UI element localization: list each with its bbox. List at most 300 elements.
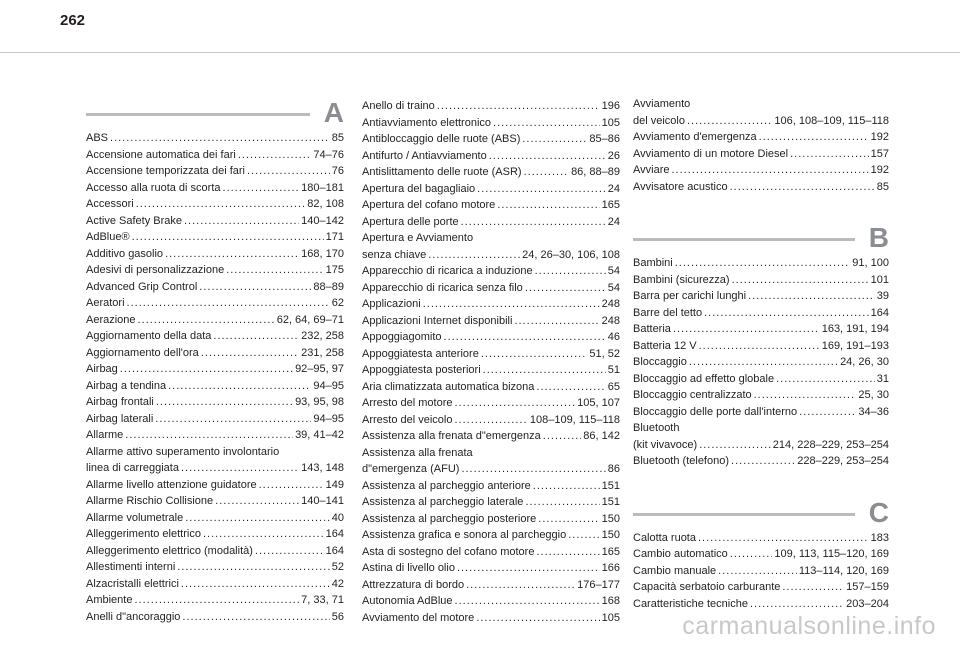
index-entry-pages: 105 <box>601 611 620 624</box>
index-entry-pages: 52 <box>331 561 344 573</box>
index-entry <box>86 510 344 527</box>
index-entry-pages: 192 <box>870 131 889 143</box>
dot-leader <box>689 354 838 371</box>
index-entry-label: Assistenza al parcheggio laterale <box>362 496 524 508</box>
index-entry-pages: 203–204 <box>846 597 889 610</box>
dot-leader <box>522 131 587 148</box>
dot-leader <box>536 379 605 396</box>
index-entry <box>86 493 344 510</box>
index-entry <box>362 362 620 379</box>
index-entry-heading: Allarme attivo superamento involontario <box>86 445 280 458</box>
index-entry-label: Accesso alla ruota di scorta <box>86 181 221 194</box>
index-entry <box>362 560 620 577</box>
dot-leader <box>201 345 299 362</box>
dot-leader <box>255 543 324 560</box>
dot-leader <box>476 610 599 627</box>
index-entry-pages: 176–177 <box>577 578 620 591</box>
index-entry <box>633 563 889 580</box>
index-entry-pages: 101 <box>870 273 889 286</box>
index-entry-label: senza chiave <box>362 248 427 261</box>
index-entry-pages: 74–76 <box>313 148 344 161</box>
index-entry-pages: 143, 148 <box>301 462 344 474</box>
index-entry-label: Astina di livello olio <box>362 562 455 574</box>
dot-leader <box>481 346 588 363</box>
index-entry-pages: 85 <box>331 132 344 144</box>
index-entry-pages: 150 <box>601 529 620 541</box>
dot-leader <box>698 530 869 547</box>
index-entry-label: Antibloccaggio delle ruote (ABS) <box>362 133 521 145</box>
dot-leader <box>514 313 599 330</box>
index-entry-pages: 105, 107 <box>577 397 620 409</box>
index-entry-label: Adesivi di personalizzazione <box>86 264 225 276</box>
index-entry-label: Antifurto / Antiavviamento <box>362 149 487 162</box>
index-entry-label: Advanced Grip Control <box>86 280 198 293</box>
index-entry-pages: 24, 26, 30 <box>840 356 889 368</box>
dot-leader <box>444 329 606 346</box>
index-entry-heading: Avviamento <box>633 98 691 110</box>
dot-leader <box>782 579 844 596</box>
index-entry-pages: 214, 228–229, 253–254 <box>772 438 889 451</box>
dot-leader <box>732 272 869 289</box>
index-entry <box>633 371 889 388</box>
index-entry-pages: 51, 52 <box>589 347 620 360</box>
index-entry <box>633 255 889 272</box>
index-entry-pages: 151 <box>601 479 620 492</box>
dot-leader <box>181 576 330 593</box>
index-entry-label: Calotta ruota <box>633 531 696 544</box>
index-entry <box>86 196 344 213</box>
dot-leader <box>536 544 599 561</box>
dot-leader <box>731 453 795 470</box>
dot-leader <box>497 197 599 214</box>
dot-leader <box>748 288 875 305</box>
dot-leader <box>238 147 312 164</box>
index-entry-label: Airbag a tendina <box>86 379 167 392</box>
index-entry <box>362 247 620 264</box>
dot-leader <box>750 596 844 613</box>
index-entry-pages: 39 <box>876 290 889 302</box>
index-entry-label: Appoggiatesta anteriore <box>362 347 479 360</box>
index-entry-pages: 151 <box>601 496 620 508</box>
index-entry-label: Assistenza al parcheggio posteriore <box>362 512 537 525</box>
index-entry-label: Additivo gasolio <box>86 247 164 260</box>
index-entry-pages: 51 <box>607 364 620 376</box>
index-entries-a2 <box>362 98 620 626</box>
index-entry-pages: 157–159 <box>846 581 889 593</box>
index-entry <box>633 146 889 163</box>
index-entry-pages: 171 <box>325 231 344 243</box>
dot-leader <box>687 113 772 130</box>
index-entry <box>86 526 344 543</box>
dot-leader <box>477 181 606 198</box>
dot-leader <box>525 494 599 511</box>
index-entry <box>362 214 620 231</box>
index-entry-heading: Bluetooth <box>633 422 680 434</box>
index-entry-pages: 149 <box>325 478 344 491</box>
index-entry-label: Appoggiatesta posteriori <box>362 364 481 376</box>
dot-leader <box>699 437 771 454</box>
index-entry <box>86 328 344 345</box>
index-entry-label: Accessori <box>86 198 134 210</box>
index-entry-label: Arresto del veicolo <box>362 413 453 426</box>
dot-leader <box>493 115 600 132</box>
dot-leader <box>799 404 856 421</box>
index-entry-label: Allestimenti interni <box>86 561 176 573</box>
index-entry <box>86 411 344 428</box>
index-entry-label: Aerazione <box>86 313 136 326</box>
index-entry <box>86 345 344 362</box>
index-entry-label: Antislittamento delle ruote (ASR) <box>362 166 522 178</box>
index-entry-pages: 232, 258 <box>301 330 344 342</box>
index-entry <box>633 338 889 355</box>
index-entry <box>86 130 344 147</box>
dot-leader <box>127 295 330 312</box>
index-entry-pages: 46 <box>607 331 620 343</box>
index-entry <box>362 395 620 412</box>
dot-leader <box>168 378 311 395</box>
index-entry <box>362 313 620 330</box>
index-entry-label: Asta di sostegno del cofano motore <box>362 545 535 558</box>
index-entry-pages: 109, 113, 115–120, 169 <box>774 548 889 560</box>
index-entry-label: Apparecchio di ricarica senza filo <box>362 281 523 294</box>
dot-leader <box>543 428 582 445</box>
index-entry-pages: 248 <box>601 314 620 327</box>
dot-leader <box>568 527 599 544</box>
index-entry <box>86 477 344 494</box>
index-entry-label: Avviamento di un motore Diesel <box>633 147 789 160</box>
index-entry-pages: 54 <box>607 281 620 294</box>
index-entry <box>362 197 620 214</box>
index-entry-label: Apertura del bagagliaio <box>362 182 476 195</box>
index-entry-label: Autonomia AdBlue <box>362 595 453 607</box>
index-entry <box>86 295 344 312</box>
index-entry-pages: 34–36 <box>858 405 889 418</box>
header-divider <box>0 52 960 53</box>
index-entry <box>362 181 620 198</box>
index-entry-label: Bloccaggio centralizzato <box>633 389 752 401</box>
index-entry-label: Apparecchio di ricarica a induzione <box>362 265 533 277</box>
dot-leader <box>110 130 330 147</box>
dot-leader <box>184 213 299 230</box>
section-letter-a: A <box>323 97 344 128</box>
dot-leader <box>185 510 330 527</box>
index-entry-label: Bambini <box>633 257 673 269</box>
index-entries-c <box>633 530 889 613</box>
index-entry-pages: 106, 108–109, 115–118 <box>774 114 889 127</box>
dot-leader <box>457 560 600 577</box>
index-entry-pages: 164 <box>870 306 889 319</box>
index-entry <box>86 361 344 378</box>
index-entry-label: Caratteristiche tecniche <box>633 597 748 610</box>
index-entry-pages: 165 <box>601 199 620 211</box>
dot-leader <box>461 214 606 231</box>
index-entry-label: Bloccaggio <box>633 356 687 368</box>
index-column-3 <box>633 96 889 612</box>
index-entry <box>86 229 344 246</box>
index-entry-pages: 86, 142 <box>583 430 620 442</box>
index-entry <box>633 129 889 146</box>
dot-leader <box>165 246 299 263</box>
dot-leader <box>155 411 311 428</box>
index-entry <box>362 115 620 132</box>
index-entry <box>86 163 344 180</box>
index-entry-label: linea di carreggiata <box>86 462 179 474</box>
index-entry <box>86 394 344 411</box>
index-entry-pages: 163, 191, 194 <box>821 323 889 335</box>
index-entry-pages: 82, 108 <box>307 198 344 210</box>
index-entry-label: Barre del tetto <box>633 306 703 319</box>
index-entry <box>362 412 620 429</box>
index-entry-pages: 168, 170 <box>301 247 344 260</box>
index-entry-pages: 24, 26–30, 106, 108 <box>522 248 620 261</box>
dot-leader <box>177 559 329 576</box>
index-entry-pages: 24 <box>607 182 620 195</box>
index-entry <box>86 427 344 444</box>
dot-leader <box>718 563 797 580</box>
index-entry <box>362 280 620 297</box>
index-entry-label: ABS <box>86 132 109 144</box>
index-entry <box>86 576 344 593</box>
index-entry-pages: 105 <box>601 116 620 129</box>
index-entry-pages: 192 <box>870 164 889 176</box>
index-entry-label: Aria climatizzata automatica bizona <box>362 380 535 393</box>
dot-leader <box>138 312 275 329</box>
dot-leader <box>525 280 606 297</box>
index-entry-label: Allarme volumetrale <box>86 511 184 524</box>
dot-leader <box>535 263 606 280</box>
index-entry-pages: 92–95, 97 <box>295 363 344 375</box>
index-entry <box>362 494 620 511</box>
index-entry <box>633 596 889 613</box>
index-entry-label: Apertura delle porte <box>362 215 459 228</box>
index-entry-label: Aggiornamento dell'ora <box>86 346 199 359</box>
index-entry <box>86 312 344 329</box>
index-entry-pages: 91, 100 <box>852 257 889 269</box>
index-entry-pages: 88–89 <box>313 280 344 293</box>
dot-leader <box>203 526 324 543</box>
dot-leader <box>704 305 869 322</box>
index-column-1 <box>86 98 344 625</box>
dot-leader <box>199 279 311 296</box>
index-entry <box>86 147 344 164</box>
dot-leader <box>132 229 324 246</box>
dot-leader <box>455 412 528 429</box>
section-rule <box>86 113 310 116</box>
dot-leader <box>533 478 600 495</box>
index-entries-b <box>633 255 889 470</box>
index-entry <box>362 544 620 561</box>
dot-leader <box>215 493 299 510</box>
index-entry <box>86 378 344 395</box>
index-entry-pages: 76 <box>331 165 344 177</box>
index-entry <box>362 577 620 594</box>
index-entry-label: Alzacristalli elettrici <box>86 577 179 590</box>
dot-leader <box>776 371 875 388</box>
index-entry-pages: 164 <box>325 528 344 540</box>
index-entry <box>86 460 344 477</box>
dot-leader <box>730 546 773 563</box>
index-entry <box>633 272 889 289</box>
index-entry-pages: 85 <box>876 180 889 193</box>
index-entry <box>633 179 889 196</box>
index-entry <box>86 559 344 576</box>
section-letter-c: C <box>868 496 889 528</box>
index-entry <box>86 609 344 626</box>
dot-leader <box>226 262 323 279</box>
index-entries-a1 <box>86 130 344 625</box>
index-entry-label: Batteria <box>633 323 671 335</box>
index-entry-label: Barra per carichi lunghi <box>633 290 747 302</box>
dot-leader <box>730 179 875 196</box>
index-entry-pages: 183 <box>870 531 889 544</box>
dot-leader <box>455 593 600 610</box>
dot-leader <box>754 387 857 404</box>
dot-leader <box>182 609 329 626</box>
index-entry <box>362 461 620 478</box>
index-entry-pages: 165 <box>601 545 620 558</box>
index-entry-label: Attrezzatura di bordo <box>362 578 465 591</box>
index-entry-label: Applicazioni <box>362 298 421 310</box>
index-entry-label: Active Safety Brake <box>86 214 182 227</box>
index-entry-pages: 108–109, 115–118 <box>529 413 620 426</box>
index-entry-label: Accensione automatica dei fari <box>86 148 236 161</box>
index-entry <box>362 346 620 363</box>
section-letter-b: B <box>868 222 889 253</box>
index-entry <box>362 148 620 165</box>
index-entry-pages: 7, 33, 71 <box>301 594 344 606</box>
index-entry-label: Allarme Rischio Collisione <box>86 495 214 507</box>
index-entry <box>362 296 620 313</box>
dot-leader <box>259 477 324 494</box>
dot-leader <box>461 461 605 478</box>
index-entry-pages: 169, 191–193 <box>821 339 889 352</box>
index-entry-pages: 85–86 <box>589 133 620 145</box>
dot-leader <box>437 98 600 115</box>
index-entry-label: Appoggiagomito <box>362 331 442 343</box>
index-entry <box>362 263 620 280</box>
index-entry <box>86 246 344 263</box>
section-rule <box>633 513 855 516</box>
index-column-2 <box>362 98 620 626</box>
index-entry <box>362 379 620 396</box>
index-entry <box>86 180 344 197</box>
index-entry <box>362 610 620 627</box>
dot-leader <box>134 592 299 609</box>
index-entry-label: Batteria 12 V <box>633 339 697 352</box>
index-entry <box>633 530 889 547</box>
index-entry <box>362 98 620 115</box>
index-entry <box>633 321 889 338</box>
dot-leader <box>673 321 820 338</box>
dot-leader <box>524 164 569 181</box>
index-entry-pages: 26 <box>607 149 620 162</box>
index-entry-label: Bloccaggio ad effetto globale <box>633 372 775 385</box>
watermark: carmanualsonline.info <box>682 612 936 640</box>
index-entry-pages: 231, 258 <box>301 346 344 359</box>
index-entry <box>633 113 889 130</box>
index-entry-label: Avviamento d'emergenza <box>633 131 757 143</box>
index-entry-label: Bloccaggio delle porte dall'interno <box>633 405 798 418</box>
index-entry-pages: 56 <box>331 610 344 623</box>
dot-leader <box>790 146 869 163</box>
index-entry-label: Avviare <box>633 164 670 176</box>
index-entry-pages: 164 <box>325 544 344 557</box>
index-entry <box>633 437 889 454</box>
index-entry-label: Assistenza alla frenata d"emergenza <box>362 430 541 442</box>
index-entry-pages: 248 <box>601 298 620 310</box>
index-entry <box>362 131 620 148</box>
index-entry <box>362 527 620 544</box>
index-entry-pages: 150 <box>601 512 620 525</box>
dot-leader <box>466 577 575 594</box>
index-entry-pages: 24 <box>607 215 620 228</box>
dot-leader <box>428 247 520 264</box>
index-entry-label: (kit vivavoce) <box>633 438 698 451</box>
dot-leader <box>247 163 330 180</box>
index-entry-pages: 168 <box>601 595 620 607</box>
index-entry <box>633 387 889 404</box>
index-entry-label: Assistenza grafica e sonora al parcheggio <box>362 529 567 541</box>
index-entries-a3 <box>633 96 889 195</box>
section-header-c <box>633 498 889 528</box>
index-entry-pages: 113–114, 120, 169 <box>798 564 889 577</box>
dot-leader <box>125 427 293 444</box>
index-entry <box>633 162 889 179</box>
index-entry-pages: 196 <box>601 100 620 112</box>
dot-leader <box>223 180 300 197</box>
index-entry-pages: 228–229, 253–254 <box>797 455 889 467</box>
index-entry-pages: 140–141 <box>301 495 344 507</box>
index-entry-label: Apertura del cofano motore <box>362 199 496 211</box>
index-entry-label: Airbag laterali <box>86 412 154 425</box>
index-entry-pages: 40 <box>331 511 344 524</box>
dot-leader <box>156 394 293 411</box>
index-entry <box>362 511 620 528</box>
index-entry-pages: 175 <box>325 264 344 276</box>
index-entry-label: Antiavviamento elettronico <box>362 116 492 129</box>
section-header-a <box>86 98 344 128</box>
index-entry-label: Aggiornamento della data <box>86 330 212 342</box>
index-entry-pages: 140–142 <box>301 214 344 227</box>
index-entry-label: Accensione temporizzata dei fari <box>86 165 245 177</box>
index-entry <box>633 579 889 596</box>
index-entry <box>633 305 889 322</box>
index-entry-pages: 65 <box>607 380 620 393</box>
dot-leader <box>489 148 606 165</box>
index-entry <box>362 593 620 610</box>
dot-leader <box>213 328 299 345</box>
index-entry-label: Applicazioni Internet disponibili <box>362 314 513 327</box>
dot-leader <box>181 460 299 477</box>
index-entry <box>86 592 344 609</box>
index-entry-pages: 94–95 <box>313 412 344 425</box>
dot-leader <box>759 129 869 146</box>
index-entry-pages: 93, 95, 98 <box>295 396 344 408</box>
index-entry <box>633 354 889 371</box>
index-entry-label: Allarme livello attenzione guidatore <box>86 478 257 491</box>
dot-leader <box>675 255 851 272</box>
index-entry-label: Anelli d"ancoraggio <box>86 610 181 623</box>
page-number: 262 <box>60 12 86 29</box>
dot-leader <box>120 361 293 378</box>
index-entry-pages: 31 <box>876 372 889 385</box>
dot-leader <box>538 511 599 528</box>
index-entry-label: Avvisatore acustico <box>633 180 728 193</box>
index-entry-pages: 157 <box>870 147 889 160</box>
index-entry <box>362 329 620 346</box>
index-entry-label: Anello di traino <box>362 100 435 112</box>
dot-leader <box>699 338 820 355</box>
